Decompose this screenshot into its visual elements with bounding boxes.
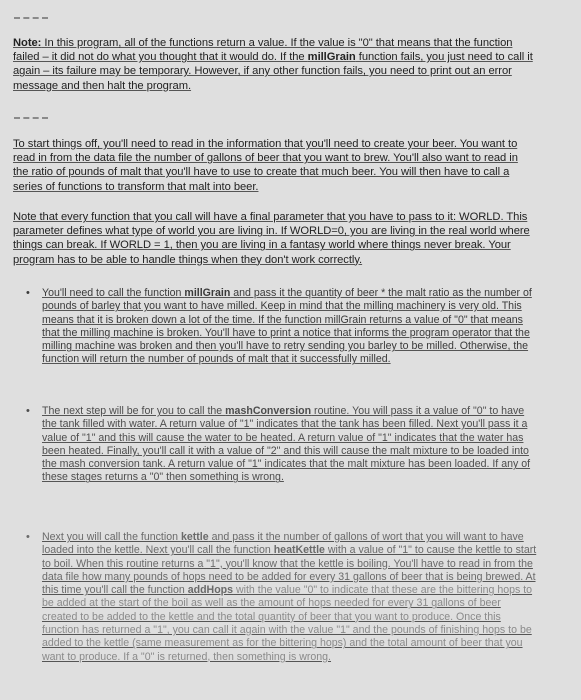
note-label: Note:: [13, 37, 42, 49]
bullet-text: Next you will call the function: [42, 531, 181, 543]
note-text-1: In this program, all of the functions return a value. If the value is "0" that means that the function failed – it did not do what you thought that it would do. If the: [13, 37, 513, 64]
function-name: addHops: [187, 584, 234, 597]
function-name: kettle: [180, 531, 209, 543]
bullet-item-mashconversion: [26, 405, 538, 485]
bullet-dot: •: [26, 531, 30, 543]
note-paragraph: [13, 36, 535, 93]
function-name: mashConversion: [225, 405, 312, 417]
bullet-text: You'll need to call the function: [42, 287, 185, 299]
function-name: heatKettle: [273, 544, 325, 557]
separator-rule-middle: [14, 117, 48, 119]
bullet-item-kettle: [26, 531, 538, 664]
bullet-text: and pass it the number of gallons of wort that you will want to have loaded into the kettle. Next you'll call the function: [42, 531, 524, 557]
bullet-dot: •: [26, 287, 30, 299]
bullet-text: with the value "0" to indicate that these are the bittering hops to be added at the start of the boil as well as the amount of hops needed for every 31 gallons of beer created to be added to the kettle and the total quantity of beer that you want to produce. Once this function has returned a "1", you can call it again with the value "1" and the pounds of finishing hops to be added to the kettle (same measurement as for the bittering hops) and the total amount of beer that you want to produce. If a "0" is returned, then something is wrong.: [42, 584, 533, 663]
function-name: millGrain: [184, 287, 231, 299]
bullet-text: The next step will be for you to call the: [42, 405, 226, 417]
bullet-text: routine. You will pass it a value of "0" to have the tank filled with water. A return value of "1" indicates that the tank has been filled. Next you'll pass it a value of "1" and this will cause the water to be heated. A return value of "1" indicates that the water has been heated. Finally, you'll call it with a value of "2" and this will cause the malt mixture to be loaded into the mash conversion tank. A return value of "1" indicates that the malt mixture has been loaded. If any of these stages returns a "0" then something is wrong.: [42, 405, 531, 484]
intro-text: To start things off, you'll need to read in the information that you'll need to create your beer. You want to read in from the data file the number of gallons of beer that you want to brew. You'll also want to read in the ratio of pounds of malt that you'll have to use to create that much beer. You will then have to call a series of functions to transform that malt into beer.: [13, 138, 518, 193]
world-paragraph: [13, 210, 535, 267]
bullet-text: with a value of "1" to cause the kettle to start to boil. When this routine returns a "1", you'll know that the kettle is boiling. You'll have to read in from the data file how many pounds of hops need to be added for every 31 gallons of beer that is being brewed. At this time you'll call the function: [42, 544, 537, 597]
bullet-item-millgrain: [26, 287, 538, 367]
intro-paragraph: [13, 137, 535, 194]
bullet-text: and pass it the quantity of beer * the malt ratio as the number of pounds of barley that you want to have milled. Keep in mind that the milling machinery is very old. This means that it is broken down a lot of the time. If the function millGrain returns a value of "0" that means that the milling machine is broken. You'll have to print a notice that informs the program operator that the milling machine was broken and then you'll have to retry sending you barley to be milled. Otherwise, the function will return the number of pounds of malt that it successfully milled.: [42, 287, 532, 366]
note-millgrain: millGrain: [307, 51, 356, 64]
note-text-2: function fails, you just need to call it again – its failure may be temporary. However, if any other function fails, you need to print out an error message and then halt the program.: [13, 51, 533, 92]
world-text: Note that every function that you call will have a final parameter that you have to pass to it: WORLD. This parameter defines what type of world you are living in. If WORLD=0, you are living in the real world where things can break. If WORLD = 1, then you are living in a fantasy world where things never break. Your program has to be able to handle things when they don't work correctly.: [13, 211, 530, 266]
separator-rule-top: [14, 17, 48, 19]
bullet-dot: •: [26, 405, 30, 417]
